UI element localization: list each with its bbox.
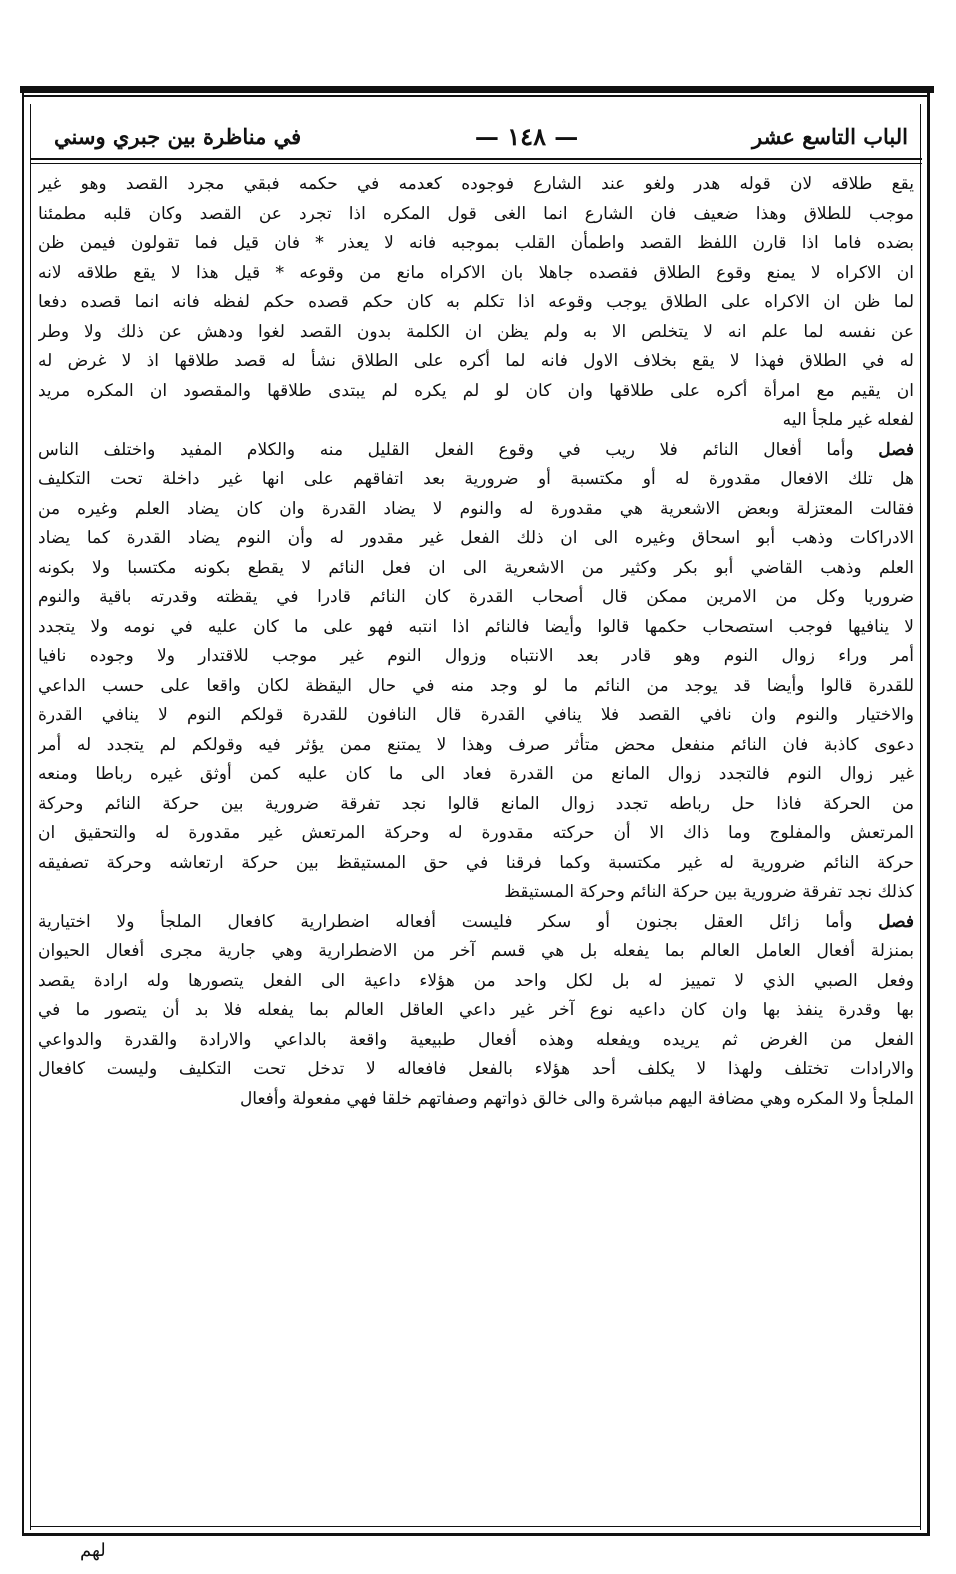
header-rule-thin (30, 163, 922, 164)
text-line (38, 1026, 914, 1056)
top-rule-thin (22, 95, 930, 97)
line-text: عن نفسه لما علم انه لا يتخلص الا به ولم يظن ان الكلمة بدون القصد لغوا ودهش عن ذلك ولا وطر (38, 321, 914, 342)
line-text: بمنزلة أفعال العامل العالم بما يفعله بل هي قسم آخر من الاضطرارية وهي جارية مجرى أفعال الحيوان (38, 941, 914, 961)
frame-inner-bottom (30, 1526, 921, 1527)
line-text: غير زوال النوم فالتجدد زوال المانع من القدرة فعاد الى ما كان عليه كمن أوثق غيره رباطا ومنعه (38, 764, 914, 784)
page-number: — ١٤٨ — (474, 121, 579, 151)
text-body (38, 170, 914, 1520)
line-text: ان يقيم مع امرأة أكره على طلاقها وان كان لو لم يكره لم يبتدى طلاقها والمقصود ان المكره مريد (38, 380, 914, 401)
text-line (38, 229, 914, 259)
line-text: حركة النائم ضرورية له غير مكتسبة وكما فرقنا في حق المستيقظ بين حركة ارتعاشه وحركة تصفيقه (38, 852, 914, 873)
line-text: ان الاكراه لا يمنع وقوع الطلاق فقصده جاهلا بان الاكراه مانع من وقوعه * قيل هذا لا يقع طلاقه لانه (38, 262, 914, 283)
text-line (38, 1055, 914, 1085)
line-text: أمر وراء زوال النوم وهو قادر بعد الانتباه وزوال النوم غير موجب للاقتدار ولا وجوده نافيا (38, 646, 914, 666)
header-rule (30, 158, 922, 160)
text-line (38, 288, 914, 318)
section-marker-fasl: فصل (878, 439, 914, 460)
text-line (38, 849, 914, 879)
text-line (38, 878, 914, 908)
line-text: العلم وذهب القاضي أبو بكر وكثير من الاشعرية الى ان فعل النائم لا يقطع بكونه مكتسبا ولا بكونه (38, 557, 914, 578)
line-text: والارادات تختلف ولهذا لا يكلف أحد هؤلاء بالفعل فافعاله لا تدخل تحت التكليف وليست كافعال (38, 1059, 914, 1079)
text-line (38, 996, 914, 1026)
line-text: كذلك نجد تفرقة ضرورية بين حركة النائم وحركة المستيقظ (504, 882, 914, 902)
text-line (38, 908, 914, 938)
text-line (38, 524, 914, 554)
text-line (38, 436, 914, 466)
line-text: هل تلك الافعال مقدورة له أو مكتسبة أو ضرورية بعد اتفاقهم على انها غير داخلة تحت التكليف (38, 469, 914, 489)
line-text: ضروريا وكل من الامرين ممكن قال أصحاب القدرة كان النائم قادرا في يقظته وقدرته باقية والنوم (38, 587, 914, 607)
line-text: الادراكات وذهب أبو اسحاق وغيره الى ان ذلك الفعل غير مقدور له وأن النوم يضاد القدرة كما يضاد (38, 528, 914, 548)
line-text: والاختيار والنوم وان نافي القصد فلا ينافي القدرة قال النافون للقدرة قولكم النوم لا ينافي القدرة (38, 705, 914, 725)
section-title: في مناظرة بين جبري وسني (54, 123, 302, 149)
line-text: لما ظن ان الاكراه على الطلاق يوجب وقوعه اذا تكلم به كان حكم قصده حكم لفظه فانه انما قصده دفعا (38, 292, 914, 312)
text-line (38, 760, 914, 790)
line-text: موجب للطلاق وهذا ضعيف فان الشارع انما الغى قول المكره اذا تجرد عن القصد وكان قلبه مطمئنا (38, 203, 914, 224)
text-line (38, 259, 914, 289)
line-text: للقدرة قالوا وأيضا قد يوجد من النائم ما لو وجد منه في حال اليقظة لكان واقعا على حسب الداعي (38, 675, 914, 696)
text-line (38, 318, 914, 348)
text-line (38, 672, 914, 702)
line-text: فقالت المعتزلة وبعض الاشعرية هي مقدورة له والنوم لا يضاد القدرة وان كان يضاد العلم وغيره من (38, 498, 914, 519)
line-text: يقع طلاقه لان قوله هدر ولغو عند الشارع فوجوده كعدمه في حكمه فبقي مجرد القصد وهو غير (38, 174, 914, 194)
text-line (38, 1085, 914, 1115)
catchword: لهم (80, 1540, 106, 1561)
text-line (38, 731, 914, 761)
line-text: بضده فاما اذا قارن اللفظ القصد واطمأن القلب بموجبه فانه لا يعذر * فان قيل فما تقولون فيمن ظن (38, 233, 914, 253)
line-text: وفعل الصبي الذي لا تمييز له بل لكل واحد من هؤلاء داعية الى الفعل يتصورها وله ارادة يقصد (38, 970, 914, 991)
text-line (38, 347, 914, 377)
text-line (38, 937, 914, 967)
text-line (38, 495, 914, 525)
text-line (38, 377, 914, 407)
line-text: له في الطلاق فهذا لا يقع بخلاف الاول فانه لما أكره على الطلاق نشأ له قصد طلاقها اذ لا غرض له (38, 351, 914, 371)
text-line (38, 642, 914, 672)
text-line (38, 701, 914, 731)
line-text: لفعله غير ملجأ اليه (782, 410, 914, 430)
line-text: دعوى كاذبة فان النائم منفعل محض متأثر صرف وهذا لا يمتنع ممن يؤثر فيه وقولكم لم يتجدد له أمر (38, 734, 914, 755)
text-line (38, 613, 914, 643)
running-header (30, 116, 922, 156)
line-text: بها وقدرة ينفذ بها وان كان داعيه نوع آخر غير داعي العاقل العالم بما يفعله فلا بد أن يتصور ما في (38, 1000, 914, 1020)
line-text: الفعل من الغرض ثم يريده ويفعله وهذه أفعال طبيعية واقعة بالداعي والارادة والقدرة والدواعي (38, 1029, 914, 1050)
line-text: لا ينافيها فوجب استصحاب حكمها قالوا وأيضا فالنائم اذا انتبه فهو على ما كان عليه في نومه ولا يتجدد (38, 616, 914, 637)
section-marker-fasl: فصل (878, 911, 914, 932)
chapter-title: الباب التاسع عشر (752, 123, 908, 149)
text-line (38, 170, 914, 200)
frame-inner-right (920, 104, 921, 1530)
text-line (38, 583, 914, 613)
line-text: وأما أفعال النائم فلا ريب في وقوع الفعل القليل منه والكلام المفيد واختلف الناس (38, 439, 854, 460)
text-line (38, 554, 914, 584)
line-text: المرتعش والمفلوج وما ذاك الا أن حركته مقدورة له وحركة المرتعش غير مقدورة له والتحقيق ان (38, 823, 914, 843)
text-line (38, 790, 914, 820)
frame-inner-left (30, 104, 31, 1530)
line-text: من الحركة فاذا حل رباطه تجدد زوال المانع قالوا نجد تفرقة ضرورية بين حركة النائم وحركة (38, 793, 914, 814)
text-line (38, 200, 914, 230)
line-text: وأما زائل العقل بجنون أو سكر فليست أفعاله اضطرارية كافعال الملجأ ولا اختيارية (38, 911, 853, 932)
text-line (38, 465, 914, 495)
text-line (38, 819, 914, 849)
line-text: الملجأ ولا المكره وهي مضافة اليهم مباشرة والى خالق ذواتهم وصفاتهم خلقا فهي مفعولة وأفعال (239, 1088, 914, 1109)
text-line (38, 406, 914, 436)
text-line (38, 967, 914, 997)
